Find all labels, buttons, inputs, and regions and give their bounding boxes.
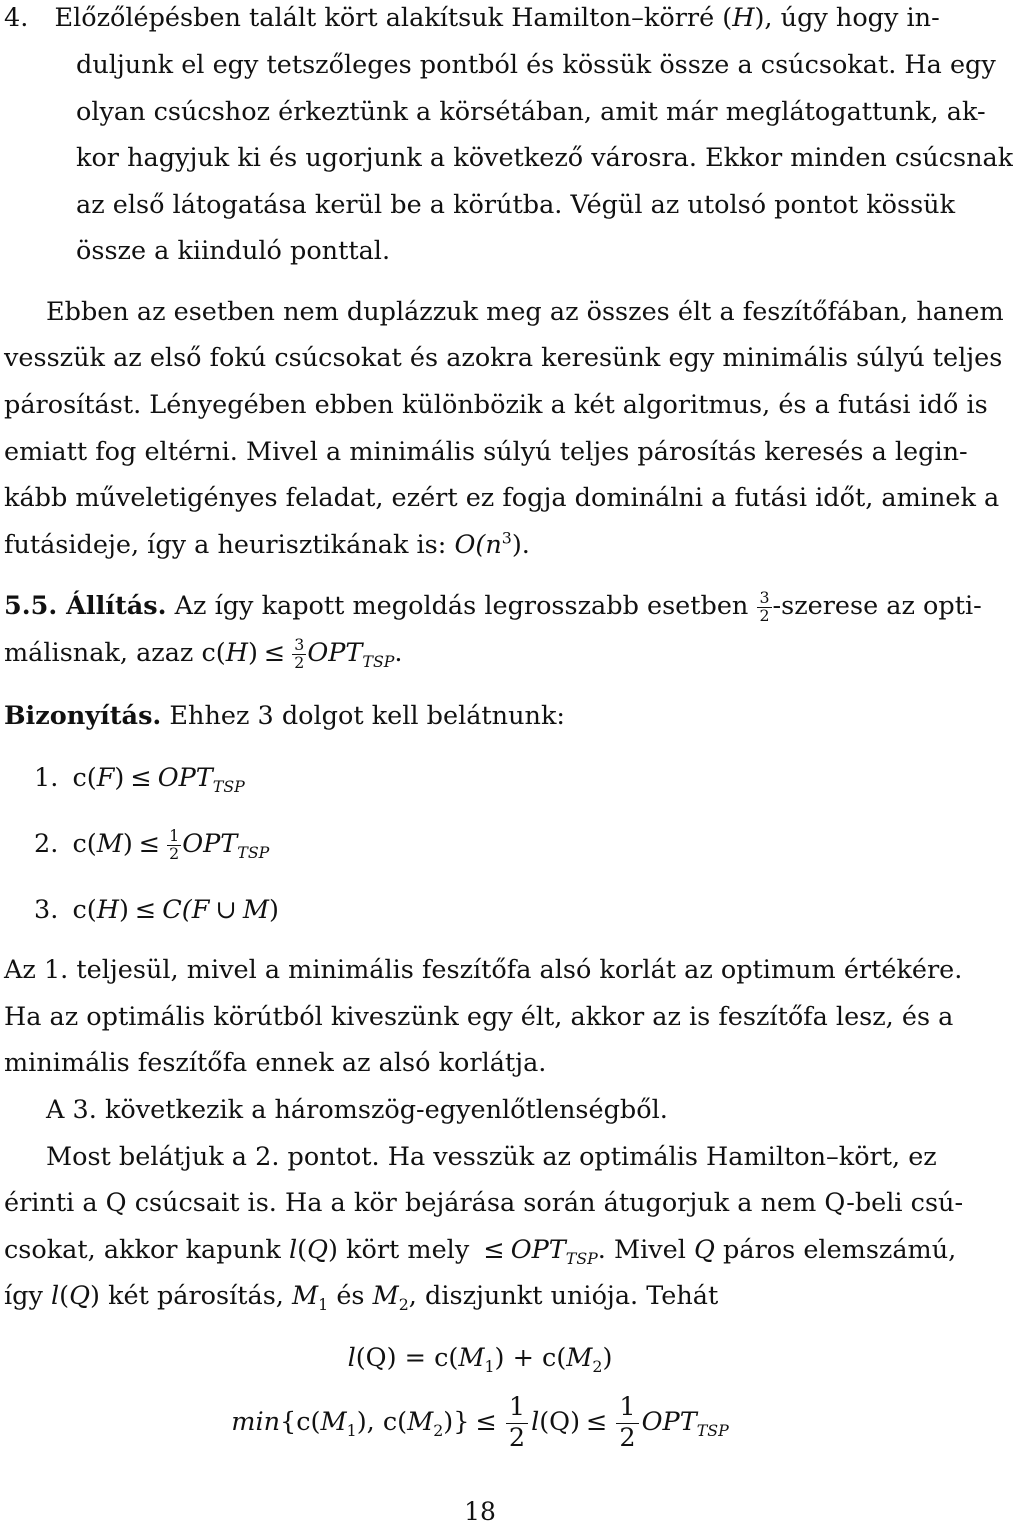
fraction-three-halves: $\frac{3}{2}$ [294, 635, 305, 672]
equation-1: $l(Q) = c(M_1) + c(M_2)$ [347, 1343, 613, 1377]
claim-line-2: málisnak, azaz c(H) ≤ $\frac{3}{2}$ $OPT_{TSP}$. [4, 635, 403, 672]
proof-item-1: 1. $c(F) \le OPT_{TSP}$ [34, 763, 245, 797]
item4-line-2: duljunk el egy tetszőleges pontból és kössük össze a csúcsokat. Ha egy [76, 50, 996, 80]
para1-line-1: Ebben az esetben nem duplázzuk meg az összes élt a feszítőfában, hanem [46, 297, 1004, 327]
item4-line-1: 4. Előzőlépésben talált kört alakítsuk Hamilton–körré (H), úgy hogy in- [4, 3, 940, 33]
para2-line-2: Ha az optimális körútból kiveszünk egy élt, akkor az is feszítőfa lesz, és a [4, 1002, 954, 1032]
para4-line-4: így l(Q) két párosítás, $M_1$ és $M_2$, diszjunkt uniója. Tehát [4, 1281, 719, 1315]
item4-line-6: össze a kiinduló ponttal. [76, 236, 391, 266]
fraction-one-half: $\frac{1}{2}$ [169, 826, 180, 863]
para1-line-4: emiatt fog eltérni. Mivel a minimális súlyú teljes párosítás keresés a legin- [4, 437, 968, 467]
proof-intro: Bizonyítás. Ehhez 3 dolgot kell belátnunk: [4, 701, 565, 731]
proof-item-3: 3. c(H) ≤ C(F ∪ M) [34, 895, 279, 925]
union-symbol: ∪ [215, 895, 237, 925]
para1-line-6: futásideje, így a heurisztikának is: $O(n^3)$. [4, 528, 530, 560]
item4-line-4: kor hagyjuk ki és ugorjunk a következő városra. Ekkor minden csúcsnak [76, 143, 1013, 173]
fraction-three-halves: $\frac{3}{2}$ [759, 588, 770, 625]
para4-line-3: csokat, akkor kapunk l(Q) kört mely ≤ $OPT_{TSP}$. Mivel Q páros elemszámú, [4, 1235, 957, 1269]
para4-line-2: érinti a Q csúcsait is. Ha a kör bejárása során átugorjuk a nem Q-beli csú- [4, 1188, 964, 1218]
equation-2: $\min\{c(M_1)$, $c(M_2)$} ≤ $\frac{1}{2}$ l(Q) ≤ $\frac{1}{2}$ $OPT_{TSP}$ [231, 1392, 729, 1453]
proof-label: Bizonyítás. [4, 701, 162, 731]
para3: A 3. következik a háromszög-egyenlőtlenségből. [46, 1095, 668, 1125]
claim-label: 5.5. Állítás. [4, 591, 167, 622]
item4-line-5: az első látogatása kerül be a körútba. Végül az utolsó pontot kössük [76, 190, 956, 220]
para1-line-5: kább műveletigényes feladat, ezért ez fogja dominálni a futási időt, aminek a [4, 483, 1000, 513]
para1-line-3: párosítást. Lényegében ebben különbözik a két algoritmus, és a futási idő is [4, 390, 988, 420]
fraction-one-half: $\frac{1}{2}$ [616, 1393, 638, 1453]
proof-item-2: 2. c(M) ≤ $\frac{1}{2}$ $OPT_{TSP}$ [34, 826, 270, 863]
leq-symbol: ≤ [263, 638, 286, 669]
item4-number: 4. [4, 3, 29, 33]
complexity-formula: O(n [454, 530, 502, 560]
fraction-one-half: $\frac{1}{2}$ [506, 1393, 528, 1453]
page-number: 18 [464, 1497, 496, 1526]
para2-line-1: Az 1. teljesül, mivel a minimális feszítőfa alsó korlát az optimum értékére. [4, 955, 963, 985]
para2-line-3: minimális feszítőfa ennek az alsó korlátja. [4, 1048, 547, 1078]
para4-line-1: Most belátjuk a 2. pontot. Ha vesszük az optimális Hamilton–kört, ez [46, 1142, 937, 1172]
para1-line-2: vesszük az első fokú csúcsokat és azokra keresünk egy minimális súlyú teljes [4, 343, 1003, 373]
item4-line-3: olyan csúcshoz érkeztünk a körsétában, amit már meglátogattunk, ak- [76, 97, 986, 127]
claim-line-1: 5.5. Állítás. Az így kapott megoldás legrosszabb esetben $\frac{3}{2}$ -szerese az opti- [4, 588, 982, 625]
